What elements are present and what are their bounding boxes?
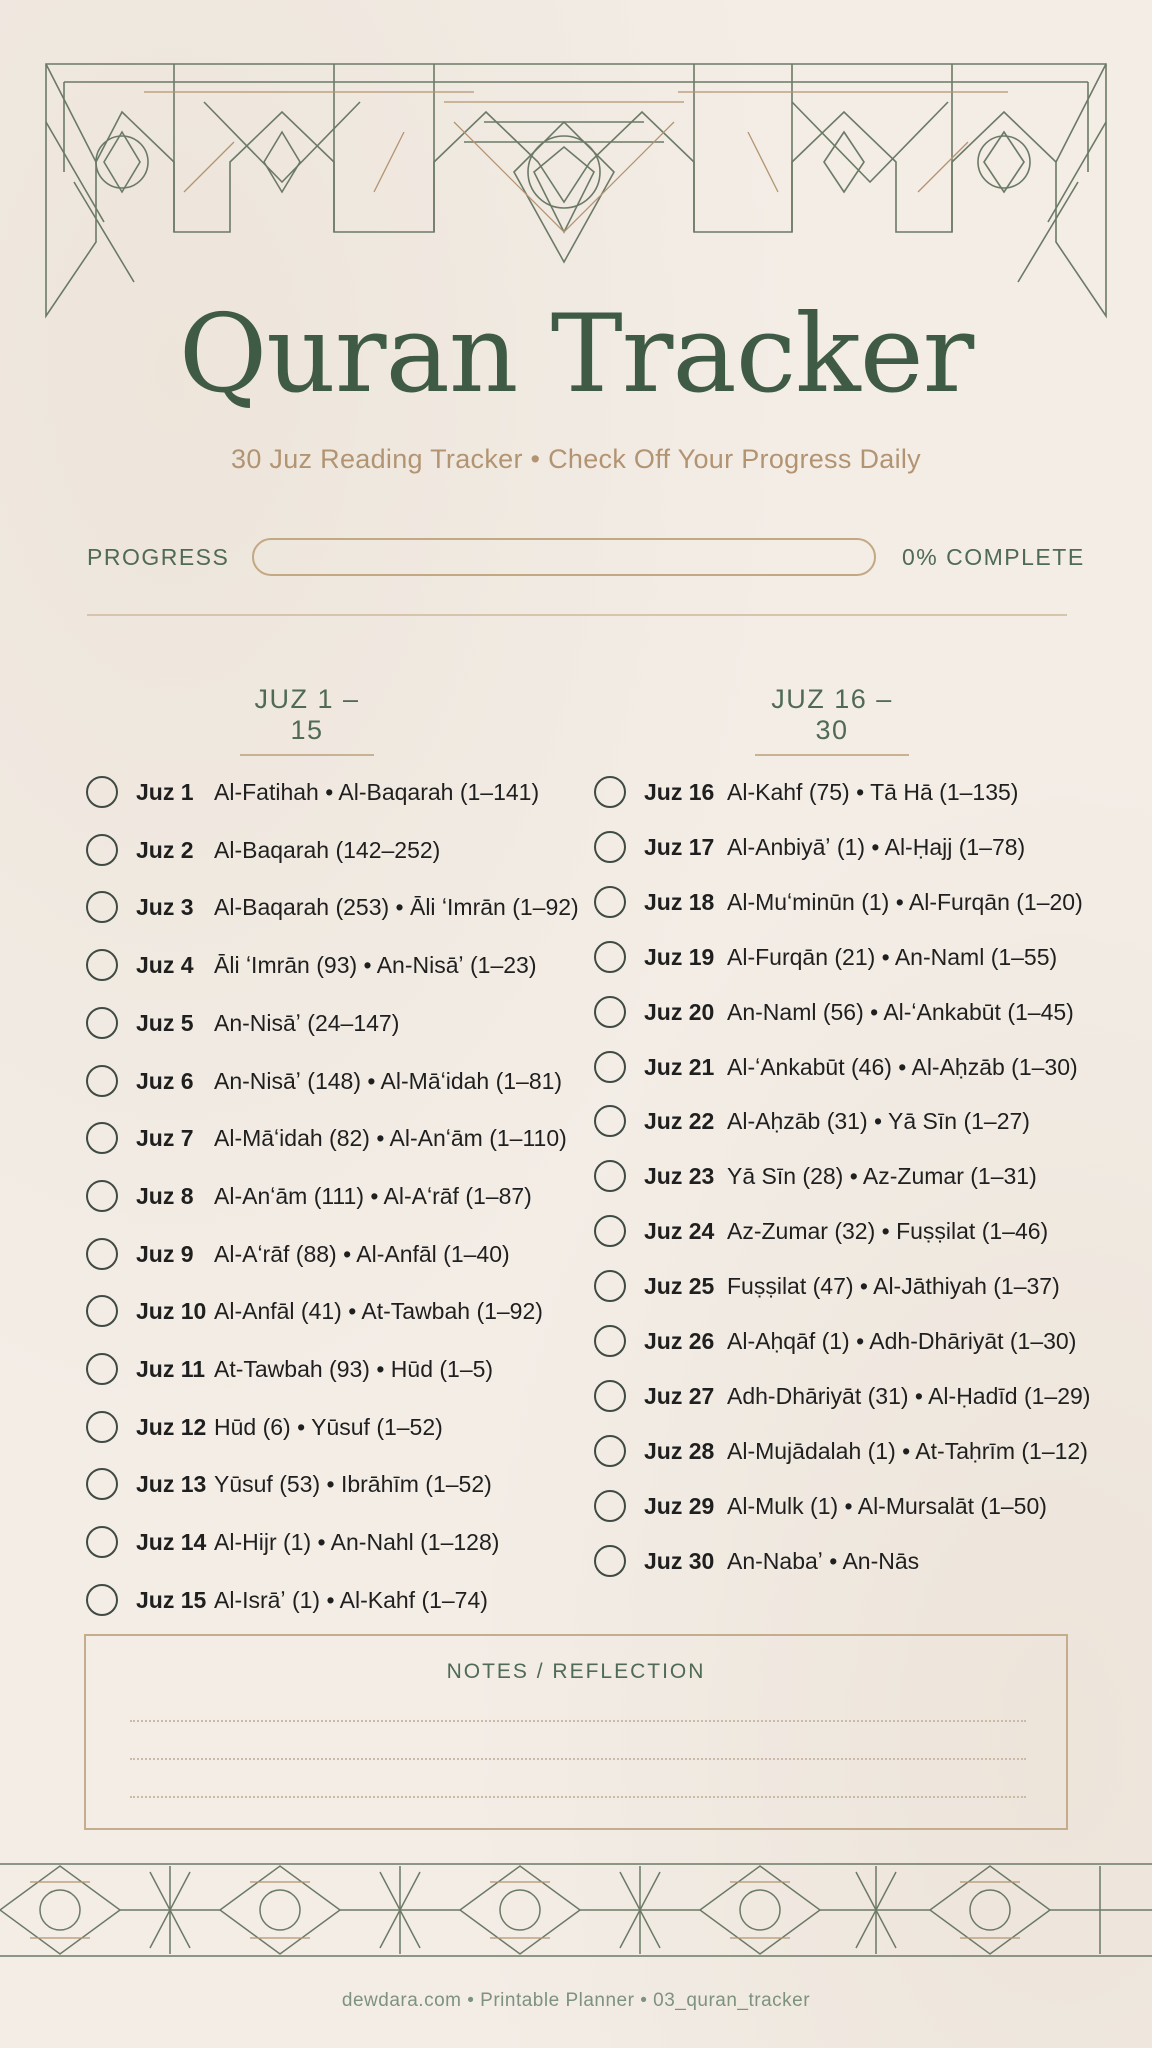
juz-row[interactable] (594, 992, 1074, 1032)
juz-number: Juz 14 (136, 1528, 207, 1555)
juz-row[interactable] (86, 1176, 532, 1216)
juz-surah-range: An-Nisāʼ (148) • Al-Māʻidah (1–81) (214, 1067, 563, 1094)
juz-row[interactable] (86, 1118, 567, 1158)
juz-number: Juz 21 (644, 1053, 715, 1080)
juz-number: Juz 18 (644, 888, 715, 915)
juz-checkbox[interactable] (594, 1270, 626, 1302)
notes-line (130, 1758, 1026, 1760)
juz-row[interactable] (594, 1486, 1047, 1526)
top-geometric-ornament (44, 62, 1108, 322)
juz-number: Juz 13 (136, 1470, 207, 1497)
juz-checkbox[interactable] (86, 949, 118, 981)
juz-number: Juz 3 (136, 893, 194, 920)
juz-checkbox[interactable] (86, 1007, 118, 1039)
juz-number: Juz 20 (644, 998, 715, 1025)
juz-surah-range: At-Tawbah (93) • Hūd (1–5) (214, 1355, 494, 1382)
page-subtitle: 30 Juz Reading Tracker • Check Off Your Progress Daily (231, 444, 921, 474)
juz-row[interactable] (86, 1003, 400, 1043)
juz-row[interactable] (594, 1047, 1078, 1087)
juz-surah-range: Al-Anʻām (111) • Al-Aʻrāf (1–87) (214, 1182, 532, 1209)
juz-number: Juz 5 (136, 1009, 194, 1036)
juz-number: Juz 1 (136, 778, 194, 805)
juz-checkbox[interactable] (594, 941, 626, 973)
juz-checkbox[interactable] (86, 1238, 118, 1270)
juz-checkbox[interactable] (594, 1105, 626, 1137)
juz-checkbox[interactable] (594, 1160, 626, 1192)
juz-surah-range: Al-Furqān (21) • An-Naml (1–55) (727, 943, 1058, 970)
juz-checkbox[interactable] (594, 831, 626, 863)
juz-surah-range: Adh-Dhāriyāt (31) • Al-Ḥadīd (1–29) (727, 1382, 1091, 1409)
juz-number: Juz 24 (644, 1217, 715, 1244)
juz-number: Juz 15 (136, 1586, 207, 1613)
juz-surah-range: Al-Aḥqāf (1) • Adh-Dhāriyāt (1–30) (727, 1327, 1077, 1354)
juz-row[interactable] (86, 1580, 488, 1620)
juz-row[interactable] (594, 1211, 1049, 1251)
notes-title: NOTES / REFLECTION (446, 1660, 706, 1683)
juz-row[interactable] (594, 1541, 920, 1581)
juz-number: Juz 16 (644, 778, 715, 805)
juz-surah-range: Āli ʻImrān (93) • An-Nisāʼ (1–23) (214, 951, 537, 978)
juz-checkbox[interactable] (86, 1526, 118, 1558)
juz-checkbox[interactable] (86, 891, 118, 923)
juz-surah-range: Al-Kahf (75) • Tā Hā (1–135) (727, 778, 1019, 805)
juz-row[interactable] (594, 1101, 1030, 1141)
juz-surah-range: Al-ʻAnkabūt (46) • Al-Aḥzāb (1–30) (727, 1053, 1078, 1080)
juz-row[interactable] (594, 1321, 1077, 1361)
juz-checkbox[interactable] (86, 1122, 118, 1154)
juz-row[interactable] (594, 1266, 1060, 1306)
juz-number: Juz 10 (136, 1297, 207, 1324)
juz-number: Juz 30 (644, 1547, 715, 1574)
juz-surah-range: Yūsuf (53) • Ibrāhīm (1–52) (214, 1470, 492, 1497)
juz-row[interactable] (86, 1407, 443, 1447)
juz-surah-range: Al-Anbiyāʼ (1) • Al-Ḥajj (1–78) (727, 833, 1026, 860)
juz-checkbox[interactable] (86, 1353, 118, 1385)
footer-text: dewdara.com • Printable Planner • 03_quran_tracker (341, 1990, 811, 2011)
juz-number: Juz 28 (644, 1437, 715, 1464)
page-title: Quran Tracker (178, 292, 974, 417)
juz-row[interactable] (594, 772, 1019, 812)
juz-checkbox[interactable] (594, 1545, 626, 1577)
juz-checkbox[interactable] (594, 996, 626, 1028)
juz-checkbox[interactable] (594, 1051, 626, 1083)
juz-number: Juz 2 (136, 836, 194, 863)
juz-checkbox[interactable] (594, 1325, 626, 1357)
juz-checkbox[interactable] (594, 886, 626, 918)
juz-row[interactable] (86, 1464, 492, 1504)
juz-checkbox[interactable] (86, 1411, 118, 1443)
juz-number: Juz 8 (136, 1182, 194, 1209)
juz-number: Juz 4 (136, 951, 194, 978)
juz-number: Juz 9 (136, 1240, 194, 1267)
juz-checkbox[interactable] (86, 1468, 118, 1500)
juz-surah-range: Fuṣṣilat (47) • Al-Jāthiyah (1–37) (727, 1272, 1060, 1299)
juz-row[interactable] (86, 1234, 510, 1274)
juz-surah-range: An-Naml (56) • Al-ʻAnkabūt (1–45) (727, 998, 1074, 1025)
juz-checkbox[interactable] (594, 1215, 626, 1247)
bottom-geometric-ornament (0, 1862, 1152, 1958)
juz-surah-range: Al-Mulk (1) • Al-Mursalāt (1–50) (727, 1492, 1047, 1519)
juz-surah-range: Al-Muʻminūn (1) • Al-Furqān (1–20) (727, 888, 1083, 915)
juz-surah-range: An-Nabaʼ • An-Nās (727, 1547, 920, 1574)
right-column-heading: JUZ 16 – 30 (755, 684, 909, 756)
juz-row[interactable] (594, 882, 1083, 922)
juz-checkbox[interactable] (594, 776, 626, 808)
progress-percent-text: 0% COMPLETE (902, 544, 1085, 570)
progress-bar (252, 538, 876, 576)
juz-checkbox[interactable] (86, 776, 118, 808)
juz-row[interactable] (594, 1376, 1091, 1416)
juz-checkbox[interactable] (86, 1584, 118, 1616)
juz-row[interactable] (86, 945, 537, 985)
juz-surah-range: Al-Baqarah (253) • Āli ʻImrān (1–92) (214, 893, 579, 920)
juz-number: Juz 19 (644, 943, 715, 970)
juz-row[interactable] (86, 1061, 563, 1101)
juz-row[interactable] (86, 1291, 543, 1331)
juz-row[interactable] (594, 1156, 1037, 1196)
juz-number: Juz 11 (136, 1355, 206, 1382)
juz-row[interactable] (594, 1431, 1088, 1471)
divider (87, 614, 1067, 616)
juz-row[interactable] (86, 830, 441, 870)
juz-number: Juz 22 (644, 1107, 715, 1134)
juz-surah-range: Al-Fatihah • Al-Baqarah (1–141) (214, 778, 540, 805)
juz-number: Juz 17 (644, 833, 715, 860)
juz-checkbox[interactable] (594, 1435, 626, 1467)
juz-surah-range: An-Nisāʼ (24–147) (214, 1009, 400, 1036)
juz-number: Juz 25 (644, 1272, 715, 1299)
juz-checkbox[interactable] (594, 1380, 626, 1412)
juz-surah-range: Al-Māʻidah (82) • Al-Anʻām (1–110) (214, 1124, 567, 1151)
juz-number: Juz 29 (644, 1492, 715, 1519)
juz-surah-range: Al-Hijr (1) • An-Nahl (1–128) (214, 1528, 500, 1555)
juz-surah-range: Al-Mujādalah (1) • At-Taḥrīm (1–12) (727, 1437, 1088, 1464)
juz-row[interactable] (594, 937, 1058, 977)
juz-checkbox[interactable] (86, 1180, 118, 1212)
notes-line (130, 1796, 1026, 1798)
progress-label: PROGRESS (87, 544, 230, 570)
juz-number: Juz 12 (136, 1413, 207, 1440)
juz-row[interactable] (86, 1522, 500, 1562)
juz-row[interactable] (86, 887, 579, 927)
juz-surah-range: Al-Isrāʼ (1) • Al-Kahf (1–74) (214, 1586, 488, 1613)
juz-surah-range: Az-Zumar (32) • Fuṣṣilat (1–46) (727, 1217, 1049, 1244)
notes-line (130, 1720, 1026, 1722)
juz-checkbox[interactable] (86, 1295, 118, 1327)
juz-surah-range: Al-Baqarah (142–252) (214, 836, 441, 863)
juz-surah-range: Hūd (6) • Yūsuf (1–52) (214, 1413, 443, 1440)
notes-box[interactable] (84, 1634, 1068, 1830)
juz-row[interactable] (86, 772, 540, 812)
juz-surah-range: Al-Aḥzāb (31) • Yā Sīn (1–27) (727, 1107, 1030, 1134)
juz-checkbox[interactable] (594, 1490, 626, 1522)
juz-number: Juz 7 (136, 1124, 194, 1151)
juz-checkbox[interactable] (86, 1065, 118, 1097)
juz-surah-range: Al-Anfāl (41) • At-Tawbah (1–92) (214, 1297, 543, 1324)
juz-number: Juz 6 (136, 1067, 194, 1094)
juz-surah-range: Al-Aʻrāf (88) • Al-Anfāl (1–40) (214, 1240, 510, 1267)
juz-row[interactable] (86, 1349, 494, 1389)
juz-row[interactable] (594, 827, 1026, 867)
left-column-heading: JUZ 1 – 15 (240, 684, 374, 756)
juz-number: Juz 26 (644, 1327, 715, 1354)
juz-surah-range: Yā Sīn (28) • Az-Zumar (1–31) (727, 1162, 1037, 1189)
juz-number: Juz 27 (644, 1382, 715, 1409)
juz-number: Juz 23 (644, 1162, 715, 1189)
juz-checkbox[interactable] (86, 834, 118, 866)
